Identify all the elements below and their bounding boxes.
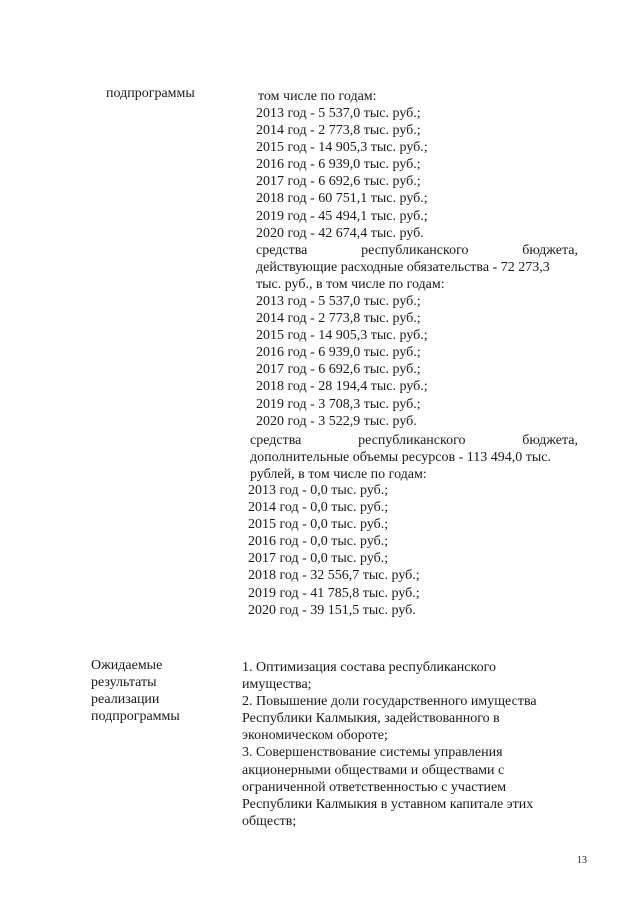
- year-line: 2020 год - 3 522,9 тыс. руб.: [256, 413, 417, 429]
- result-line: 3. Совершенствование системы управления: [242, 745, 503, 761]
- years-list-b: [256, 293, 428, 430]
- year-line: 2018 год - 60 751,1 тыс. руб.;: [256, 191, 428, 207]
- result-line: акционерными обществами и обществами с: [242, 762, 505, 778]
- year-line: 2013 год - 5 537,0 тыс. руб.;: [256, 106, 421, 121]
- year-line: 2014 год - 0,0 тыс. руб.;: [248, 500, 389, 516]
- years-list-a: [256, 105, 428, 242]
- label-line: Ожидаемые: [91, 658, 163, 673]
- label-line: результаты: [91, 675, 157, 690]
- result-line: обществ;: [242, 813, 297, 829]
- year-line: 2017 год - 6 692,6 тыс. руб.;: [256, 362, 421, 378]
- year-line: 2014 год - 2 773,8 тыс. руб.;: [256, 311, 421, 327]
- word: средства: [256, 243, 308, 258]
- year-line: 2017 год - 0,0 тыс. руб.;: [248, 551, 389, 567]
- paragraph-line: дополнительные объемы ресурсов - 113 494,0 тыс.: [250, 450, 552, 466]
- word: бюджета,: [522, 433, 578, 448]
- year-line: 2014 год - 2 773,8 тыс. руб.;: [256, 123, 421, 139]
- paragraph-line: тыс. руб., в том числе по годам:: [256, 277, 445, 293]
- year-line: 2018 год - 28 194,4 тыс. руб.;: [256, 379, 428, 395]
- budget-paragraph-current: [256, 242, 578, 293]
- year-line: 2020 год - 39 151,5 тыс. руб.: [248, 602, 416, 618]
- year-line: 2015 год - 14 905,3 тыс. руб.;: [256, 140, 428, 156]
- page-number: 13: [577, 855, 587, 866]
- year-line: 2013 год - 0,0 тыс. руб.;: [248, 483, 389, 498]
- expected-results-list: [242, 659, 537, 830]
- justified-heading: [256, 242, 578, 259]
- word: республиканского: [358, 433, 466, 448]
- word: бюджета,: [522, 243, 578, 258]
- label-line: подпрограммы: [91, 709, 180, 724]
- years-list-c: [248, 482, 420, 619]
- year-line: 2013 год - 5 537,0 тыс. руб.;: [256, 294, 421, 309]
- section-label-subprogram: подпрограммы: [106, 86, 195, 101]
- year-line: 2019 год - 41 785,8 тыс. руб.;: [248, 585, 420, 601]
- budget-paragraph-additional: [250, 432, 578, 483]
- lead-text: том числе по годам:: [258, 89, 377, 104]
- result-line: экономическом обороте;: [242, 728, 388, 744]
- word: республиканского: [361, 243, 469, 258]
- year-line: 2016 год - 6 939,0 тыс. руб.;: [256, 345, 421, 361]
- result-line: Республики Калмыкия, задействованного в: [242, 711, 500, 727]
- year-line: 2017 год - 6 692,6 тыс. руб.;: [256, 174, 421, 190]
- year-line: 2019 год - 3 708,3 тыс. руб.;: [256, 396, 421, 412]
- result-line: имущества;: [242, 677, 312, 693]
- year-line: 2015 год - 14 905,3 тыс. руб.;: [256, 328, 428, 344]
- paragraph-line: действующие расходные обязательства - 72 273,3: [256, 260, 550, 276]
- section-label-expected-results: [91, 657, 180, 725]
- year-line: 2016 год - 0,0 тыс. руб.;: [248, 534, 389, 550]
- result-line: Республики Калмыкия в уставном капитале этих: [242, 796, 534, 812]
- year-line: 2018 год - 32 556,7 тыс. руб.;: [248, 568, 420, 584]
- result-line: ограниченной ответственностью с участием: [242, 779, 507, 795]
- result-line: 1. Оптимизация состава республиканского: [242, 660, 496, 675]
- label-line: реализации: [91, 692, 160, 707]
- year-line: 2015 год - 0,0 тыс. руб.;: [248, 517, 389, 533]
- year-line: 2020 год - 42 674,4 тыс. руб.: [256, 225, 424, 241]
- paragraph-line: рублей, в том числе по годам:: [250, 467, 427, 483]
- year-line: 2019 год - 45 494,1 тыс. руб.;: [256, 208, 428, 224]
- word: средства: [250, 433, 302, 448]
- year-line: 2016 год - 6 939,0 тыс. руб.;: [256, 157, 421, 173]
- justified-heading: [250, 432, 578, 449]
- result-line: 2. Повышение доли государственного имущества: [242, 694, 537, 710]
